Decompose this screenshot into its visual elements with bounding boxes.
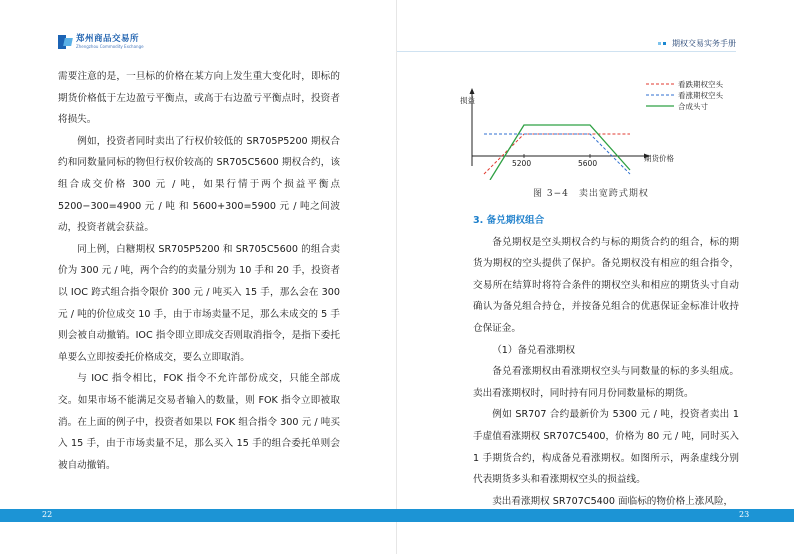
y-axis-label: 损益 xyxy=(460,96,475,105)
logo-chinese-name: 郑州商品交易所 xyxy=(76,34,140,45)
legend-label-call: 看涨期权空头 xyxy=(678,91,723,100)
book-title-header xyxy=(658,38,736,49)
paragraph: 例如 SR707 合约最新价为 5300 元 / 吨，投资者卖出 1 手虚值看涨期权 SR707C5400，价格为 80 元 / 吨，同时买入 1 手期货合约，构成备兑看涨期权。如图所示，两条虚线分别代表期货多头和看涨期权空头的损益线。 xyxy=(473,409,739,486)
logo-english-name: Zhengzhou Commodity Exchange xyxy=(76,43,144,49)
header-bullet-icon xyxy=(658,42,668,45)
book-title: 期权交易实务手册 xyxy=(672,39,736,48)
exchange-logo xyxy=(58,34,144,50)
legend-label-put: 看跌期权空头 xyxy=(678,80,723,89)
header-divider xyxy=(397,51,736,52)
payoff-diagram xyxy=(460,74,750,180)
left-footer-bar xyxy=(0,509,397,522)
paragraph: 需要注意的是，一旦标的价格在某方向上发生重大变化时，即标的期货价格低于左边盈亏平衡点，或高于右边盈亏平衡点时，投资者将损失。 xyxy=(58,71,340,126)
tick-label-5600: 5600 xyxy=(578,159,598,168)
section-title: 3. 备兑期权组合 xyxy=(473,215,545,226)
right-paragraphs-a xyxy=(473,232,739,340)
book-spine xyxy=(396,0,397,554)
right-page-number: 23 xyxy=(739,510,750,519)
x-axis-label: 期货价格 xyxy=(644,154,674,163)
exchange-logo-icon xyxy=(58,35,72,49)
paragraph: 备兑期权是空头期权合约与标的期货合约的组合，标的期货为期权的空头提供了保护。备兑期权没有相应的组合指令，交易所在结算时将符合条件的期权空头和相应的期货头寸自动确认为备兑组合持仓，并按备兑组合的优惠保证金标准计收持仓保证金。 xyxy=(473,236,739,334)
paragraph: 同上例，白糖期权 SR705P5200 和 SR705C5600 的组合卖价为 300 元 / 吨，两个合约的卖量分别为 10 手和 20 手，投资者以 IOC 跨式组合指令限价 300 元 / 吨买入 15 手，那么会在 300 元 / 吨的价位成交 10 手，由于市场卖量不足，那么未成交的 5 手则会被自动撤销。IOC 指令即立即成交否则取消指令，是指下委托单要么立即按委托价格成交，要么立即取消。 xyxy=(58,243,340,363)
y-axis-arrow-icon xyxy=(470,88,475,94)
tick-label-5200: 5200 xyxy=(512,159,532,168)
paragraph: 例如，投资者同时卖出了行权价较低的 SR705P5200 期权合约和同数量同标的物但行权价较高的 SR705C5600 期权合约，该组合成交价格 300 元 / 吨，如果行情于两个损益平衡点 5200−300=4900 元 / 吨 和 5600+300=5900 元 / 吨之间波动，投资者就会获益。 xyxy=(58,135,340,234)
right-paragraphs-b xyxy=(473,361,739,512)
paragraph: 备兑看涨期权由看涨期权空头与同数量的标的多头组成。卖出看涨期权时，同时持有同月份同数量标的期货。 xyxy=(473,366,739,399)
figure-short-strangle xyxy=(460,74,750,180)
paragraph: 卖出看涨期权 SR707C5400 面临标的物价格上涨风险， xyxy=(492,495,734,507)
subsection-title: （1）备兑看涨期权 xyxy=(492,344,576,356)
figure-caption: 图 3−4 卖出宽跨式期权 xyxy=(533,189,649,199)
right-page-body xyxy=(473,210,739,512)
paragraph: 与 IOC 指令相比，FOK 指令不允许部份成交，只能全部成交。如果市场不能满足交易者输入的数量，则 FOK 指令立即被取消。在上面的例子中，投资者如果以 FOK 组合指令 300 元 / 吨买入 15 手，由于市场卖量不足，那么买入 15 手的组合委托单则会被自动撤销。 xyxy=(58,373,340,471)
legend-label-combo: 合成头寸 xyxy=(678,102,708,111)
left-page-body xyxy=(58,66,340,476)
right-footer-bar xyxy=(397,509,794,522)
left-page-number: 22 xyxy=(42,510,53,519)
